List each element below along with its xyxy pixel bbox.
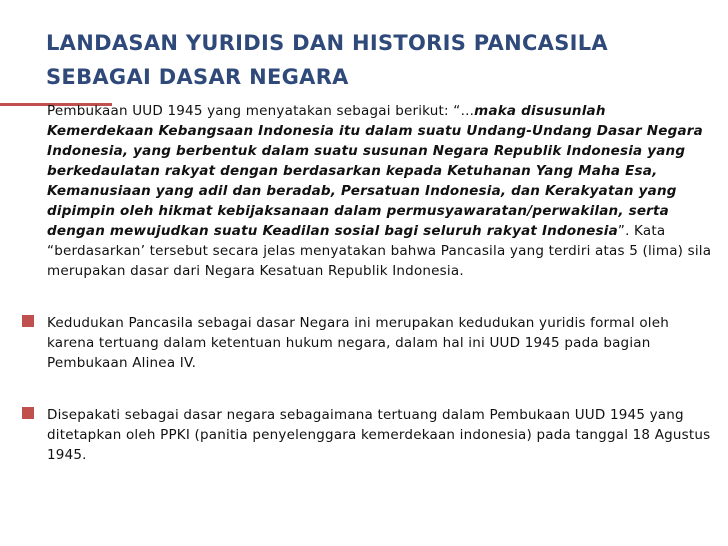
square-bullet-icon bbox=[22, 315, 34, 327]
slide-title bbox=[46, 26, 706, 94]
bullet-paragraph-2: Kedudukan Pancasila sebagai dasar Negara ini merupakan kedudukan yuridis formal oleh karena tertuang dalam ketentuan hukum negara, dalam hal ini UUD 1945 pada bagian Pembukaan Alinea IV. bbox=[47, 315, 670, 371]
bullet-paragraph-3: Disepakati sebagai dasar negara sebagaimana tertuang dalam Pembukaan UUD 1945 yang ditetapkan oleh PPKI (panitia penyelenggara kemerdekaan indonesia) pada tanggal 18 Agustus 1945. bbox=[47, 407, 711, 463]
slide-title-line-2: SEBAGAI DASAR NEGARA bbox=[46, 65, 349, 89]
bullet-paragraph-1 bbox=[47, 101, 717, 281]
bullet-1-outro: ”. Kata “berdasarkan’ tersebut secara jelas menyatakan bahwa Pancasila yang terdiri atas 5 (lima) sila merupakan dasar dari Negara Kesatuan Republik Indonesia. bbox=[47, 223, 712, 279]
square-bullet-icon bbox=[22, 407, 34, 419]
bullet-1-quote: maka disusunlah Kemerdekaan Kebangsaan Indonesia itu dalam suatu Undang-Undang Dasar Negara Indonesia, yang berbentuk dalam suatu susunan Negara Republik Indonesia yang berkedaulatan rakyat dengan berdasarkan kepada Ketuhanan Yang Maha Esa, Kemanusiaan yang adil dan beradab, Persatuan Indonesia, dan Kerakyatan yang dipimpin oleh hikmat kebijaksanaan dalam permusyawaratan/perwakilan, serta dengan mewujudkan suatu Keadilan sosial bagi seluruh rakyat Indonesia bbox=[47, 103, 703, 239]
bullet-1-intro: Pembukaan UUD 1945 yang menyatakan sebagai berikut: “… bbox=[47, 103, 475, 119]
slide-title-line-1: LANDASAN YURIDIS DAN HISTORIS PANCASILA bbox=[46, 31, 608, 55]
